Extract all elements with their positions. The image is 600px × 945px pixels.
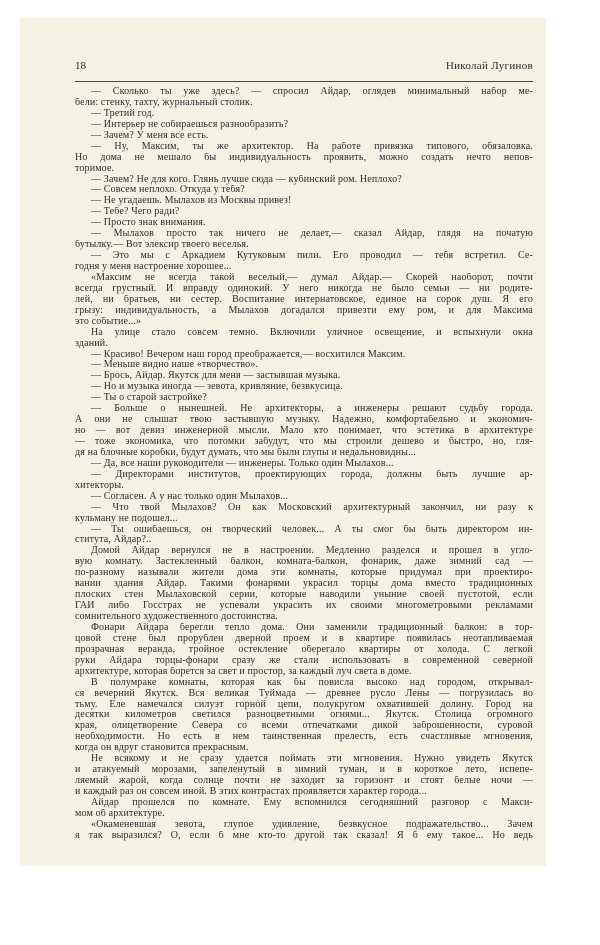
page-body-text <box>75 87 533 842</box>
paragraph <box>75 207 533 218</box>
text-line: — Ну, Максим, ты же архитектор. На работе привязка типового, обязаловка. <box>91 141 533 152</box>
paragraph <box>75 798 533 820</box>
text-line: — Зачем? Не для кого. Глянь лучше сюда — кубинский ром. Неплохо? <box>91 174 402 185</box>
paragraph <box>75 404 533 459</box>
text-line: На улице стало совсем темно. Включили уличное освещение, и вспыхнули окна <box>91 327 533 338</box>
text-line: — Зачем? У меня все есть. <box>91 130 209 141</box>
text-line: архитектуре, которая борется за свет и простор, за каждый луч света в доме. <box>75 666 412 677</box>
text-line: бутылку.— Вот элексир твоего веселья. <box>75 240 249 251</box>
text-line: Не всякому и не сразу удается поймать эти мгновения. Нужно увидеть Якутск <box>91 754 533 765</box>
text-line: — Красиво! Вечером наш город преображается,— восхитился Максим. <box>91 349 406 360</box>
text-line: руки Айдара торцы-фонари сразу же стали использовать в современной северной <box>75 655 533 666</box>
text-line: «Максим не всегда такой веселый,— думал Айдар.— Скорей наоборот, почти <box>91 272 533 283</box>
text-line: — Интерьер не собираешься разнообразить? <box>91 119 289 130</box>
text-line: хитекторы. <box>75 480 124 491</box>
paragraph <box>75 175 533 186</box>
paragraph <box>75 218 533 229</box>
text-line: В полумраке комнаты, которая как бы повисла высоко над городом, открывал- <box>91 677 533 688</box>
text-line: — Не угадаешь. Мылахов из Москвы привез! <box>91 196 292 207</box>
text-line: — Согласен. А у нас только один Мылахов... <box>91 491 289 502</box>
text-line: «Окаменевшая зевота, глупое удивление, безвкусное подражательство... Зачем <box>91 819 533 830</box>
text-line: — Третий год. <box>91 108 155 119</box>
text-line: зданий. <box>75 338 108 349</box>
text-line: годня у меня настроение хорошее... <box>75 262 232 272</box>
paragraph <box>75 120 533 131</box>
running-header-author: Николай Лугинов <box>445 60 533 72</box>
paragraph <box>75 820 533 842</box>
text-line: — Но и музыка иногда — зевота, кривляние, безвкусица. <box>91 382 343 393</box>
text-line: и каждый раз он совсем иной. В этих контрастах проявляется характер города... <box>75 787 427 797</box>
text-line: ститута, Айдар?.. <box>75 535 152 546</box>
paragraph <box>75 196 533 207</box>
text-line: когда он вдруг становится прекрасным. <box>75 743 249 754</box>
paragraph <box>75 185 533 196</box>
text-line: всегда грустный. И вправду одинокий. У него никогда не было семьи — ни родите- <box>75 283 533 294</box>
text-line: десятки километров светился разноцветными огнями... Якутск. Столица огромного <box>75 710 533 721</box>
paragraph <box>75 131 533 142</box>
text-line: — Больше о нынешней. Не архитекторы, а инженеры решают судьбу города. <box>91 404 533 415</box>
paragraph <box>75 360 533 371</box>
paragraph <box>75 546 533 623</box>
running-header <box>75 60 533 74</box>
text-line: мом об архитектуре. <box>75 808 165 819</box>
text-line: по-разному называли жители дома эти комнаты, которые придумал при проектиро- <box>75 568 533 579</box>
paragraph <box>75 503 533 525</box>
paragraph <box>75 109 533 120</box>
text-line: цовой стене был прорублен дверной проем и в квартире появилась неотапливаемая <box>75 633 533 644</box>
text-line: — Да, все наши руководители — инженеры. Только один Мылахов... <box>91 458 394 469</box>
text-line: — Это мы с Аркадием Кутуковым пили. Его проводил — тебя встретил. Се- <box>91 251 533 262</box>
text-line: — Ты о старой застройке? <box>91 393 207 404</box>
paragraph <box>75 328 533 350</box>
paragraph <box>75 525 533 547</box>
text-line: Домой Айдар вернулся не в настроении. Медленно разделся и прошел в угло- <box>91 546 533 557</box>
paragraph <box>75 459 533 470</box>
paragraph <box>75 251 533 273</box>
text-line: — Просто знак внимания. <box>91 218 206 229</box>
text-line: кульману не подошел... <box>75 513 178 524</box>
text-line: — Директорами институтов, проектирующих города, должны быть лучшие ар- <box>91 469 533 480</box>
header-rule <box>75 81 533 82</box>
text-line: А они не слышат твою застывшую музыку. Надежно, комфортабельно и экономич- <box>75 415 533 426</box>
text-line: необходимости. Но есть в нем таинственная прелесть, есть счастливые мгновения, <box>75 732 533 743</box>
text-line: — Брось, Айдар. Якутск для меня — застывшая музыка. <box>91 371 341 382</box>
text-line: прозрачная веранда, тройное остекление оберегало квартиры от холода. С легкой <box>75 644 533 655</box>
text-line: и атакуемый морозами, запеленутый в зимний туман, и в короткое лето, испепе- <box>75 765 533 776</box>
text-line: края, олицетворение Севера со всеми отпечатками дикой заброшенности, суровой <box>75 721 533 732</box>
text-line: ГАИ либо Госстрах не успевали украсить их своими многометровыми рекламами <box>75 601 533 612</box>
text-line: бели: стенку, тахту, журнальный столик. <box>75 97 253 108</box>
text-line: вую комнату. Застекленный балкон, комната-балкон, фонарик, даже зимний сад — <box>75 557 533 568</box>
paragraph <box>75 273 533 328</box>
text-line: плоских стен Мылаховской серии, которые наводили уныние своей пустотой, если <box>75 590 533 601</box>
text-line: — Меньше видно наше «творчество». <box>91 360 259 371</box>
text-line: дя на блочные коробки, будут думать, что мы были глупы и недальновидны... <box>75 447 416 458</box>
paragraph <box>75 492 533 503</box>
text-line: это событие...» <box>75 316 142 327</box>
text-line: ся вечерний Якутск. Вся великая Туймада — древнее русло Лены — погрузилась во <box>75 688 533 699</box>
text-line: ляемый жарой, когда солнце почти не заходит за горизонт и стоят белые ночи — <box>75 776 533 787</box>
paragraph <box>75 382 533 393</box>
page-number: 18 <box>75 60 86 72</box>
paragraph <box>75 350 533 361</box>
paragraph <box>75 229 533 251</box>
paragraph <box>75 393 533 404</box>
paragraph <box>75 470 533 492</box>
paragraph <box>75 754 533 798</box>
paragraph <box>75 678 533 755</box>
paragraph <box>75 87 533 109</box>
text-line: но — вот девиз инженерной мысли. Мало кто понимает, что эстетика в архитектуре <box>75 426 533 437</box>
text-line: вании здания Айдар. Такими фонарями украсил торцы дома вместо традиционных <box>75 579 533 590</box>
paragraph <box>75 142 533 175</box>
text-line: — Ты ошибаешься, он творческий человек... А ты смог бы быть директором ин- <box>91 524 533 535</box>
text-line: — тоже экономика, что потомки забудут, что мы строили дешево и быстро, но, гля- <box>75 437 533 447</box>
text-line: грызу: индивидуальность, а Мылахов догадался привезти ему ром, и для Максима <box>75 305 533 316</box>
text-line: Но дома не мешало бы индивидуальность проявить, можно создать нечто непов- <box>75 152 533 163</box>
text-line: тьму. Еле намечался силуэт горной цепи, полукругом охватившей долину. Город на <box>75 699 533 710</box>
text-line: — Мылахов просто так ничего не делает,— сказал Айдар, глядя на початую <box>91 229 533 240</box>
paragraph <box>75 623 533 678</box>
paragraph <box>75 371 533 382</box>
text-line: Айдар прошелся по комнате. Ему вспомнился сегодняшний разговор с Макси- <box>91 797 533 808</box>
text-line: лей, ни братьев, ни сестер. Воспитание интернатовское, единое на сорок душ. Я его <box>75 294 533 305</box>
text-line: — Сколько ты уже здесь? — спросил Айдар, оглядев минимальный набор ме- <box>91 87 533 97</box>
text-line: сомнительного художественного достоинства. <box>75 612 278 622</box>
text-line: я так выразился? О, если б мне кто-то другой так сказал! Я б ему такое... Но ведь <box>75 830 533 841</box>
text-line: — Совсем неплохо. Откуда у тебя? <box>91 185 245 196</box>
text-line: Фонари Айдара берегли тепло дома. Они заменили традиционный балкон: в тор- <box>91 622 533 633</box>
text-line: — Тебе? Чего ради? <box>91 207 180 218</box>
text-line: — Что твой Мылахов? Он как Московский архитектурный закончил, ни разу к <box>91 502 533 513</box>
text-line: торимое. <box>75 163 115 174</box>
